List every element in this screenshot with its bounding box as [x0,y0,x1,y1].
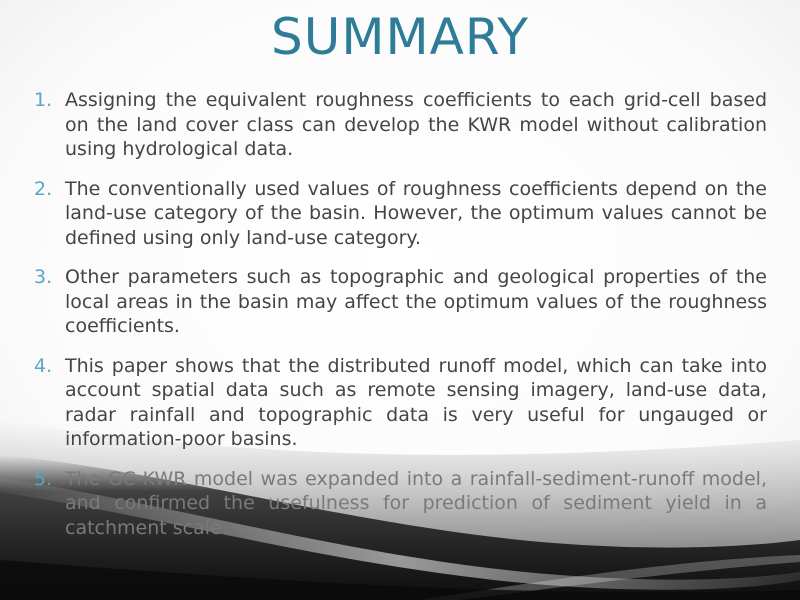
list-item [30,177,767,251]
list-item [30,88,767,162]
summary-list [30,88,767,555]
list-item [30,265,767,339]
item-number: 1. [34,89,53,111]
item-number: 4. [34,354,53,377]
slide-title: SUMMARY [271,8,529,66]
list-item [30,467,767,541]
item-text: The conventionally used values of roughness coefficients depend on the land-use category of the basin. However, the optimum values cannot be defined using only land-use category. [65,177,767,249]
item-text: The GC-KWR model was expanded into a rainfall-sediment-runoff model, and confirmed the usefulness for prediction of sediment yield in a catchment scale. [65,467,767,539]
item-text: This paper shows that the distributed runoff model, which can take into account spatial data such as remote sensing imagery, land-use data, radar rainfall and topographic data is very useful for ungauged or information-poor basins. [65,354,767,450]
item-number: 5. [34,467,53,490]
item-text: Other parameters such as topographic and geological properties of the local areas in the basin may affect the optimum values of the roughness coefficients. [65,266,767,337]
item-text: Assigning the equivalent roughness coefficients to each grid-cell based on the land cover class can develop the KWR model without calibration using hydrological data. [65,89,767,160]
item-number: 2. [34,177,53,200]
list-item [30,354,767,452]
item-number: 3. [34,266,53,288]
